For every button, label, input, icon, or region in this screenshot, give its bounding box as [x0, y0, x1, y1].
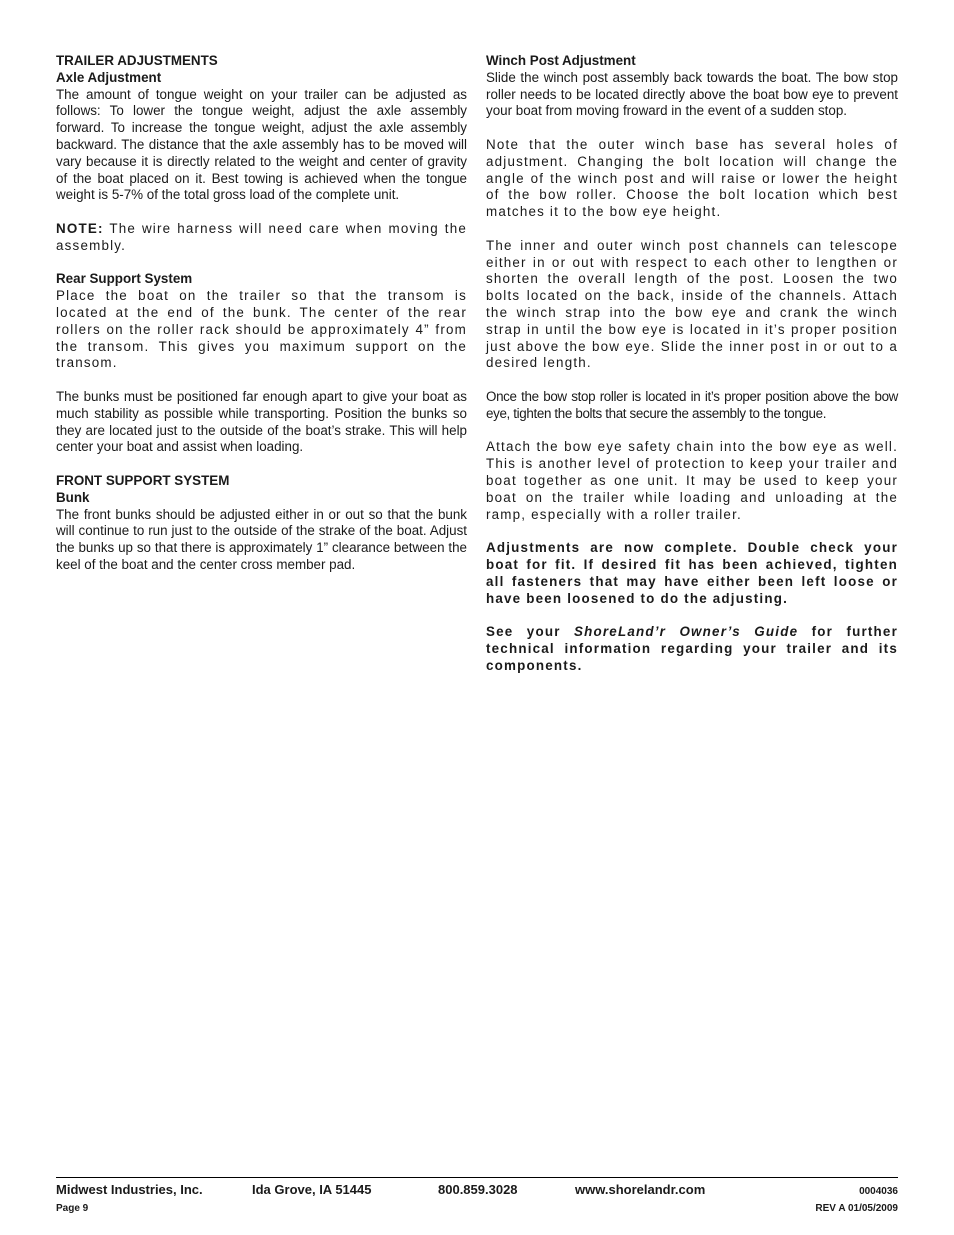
front-support-heading: FRONT SUPPORT SYSTEM [56, 472, 230, 488]
winch-post-text-4: Once the bow stop roller is located in it’s proper position above the bow eye, tighten the bolts that secure the assembly to the tongue. [486, 388, 898, 421]
footer-doc-number: 0004036 [859, 1186, 898, 1197]
see-guide-prefix: See your [486, 624, 561, 640]
bunk-subheading: Bunk [56, 489, 90, 505]
axle-adjustment-text: The amount of tongue weight on your trailer can be adjusted as follows: To lower the tongue weight, adjust the axle assembly forward. To increase the tongue weight, adjust the axle assembly backward. The distance that the axle assembly has to be moved will vary because it is directly related to the weight and center of gravity of the boat placed on it. Best towing is achieved when the tongue weight is 5-7% of the total gross load of the complete unit. [56, 86, 467, 203]
left-column [56, 53, 467, 574]
footer-company: Midwest Industries, Inc. [56, 1182, 203, 1197]
winch-post-heading: Winch Post Adjustment [486, 53, 636, 68]
footer-revision: REV A 01/05/2009 [815, 1203, 898, 1214]
winch-post-text-2: Note that the outer winch base has several holes of adjustment. Changing the bolt location will change the angle of the winch post and will raise or lower the height of the bow roller. Choose the bolt location which best matches it to the bow eye height. [486, 136, 898, 220]
right-column [486, 53, 898, 674]
see-guide-suffix: for further technical information regarding your trailer and its components. [486, 624, 898, 673]
axle-adjustment-heading: Axle Adjustment [56, 69, 162, 85]
bunk-position-text: The bunks must be positioned far enough apart to give your boat as much stability as possible while transporting. Position the bunks so they are located just to the outside of the boat’s strake. This will help center your boat and assist when loading. [56, 388, 467, 455]
winch-post-text-5: Attach the bow eye safety chain into the bow eye as well. This is another level of protection to keep your trailer and boat together as one unit. It may be used to keep your boat on the trailer while loading and unloading at the ramp, especially with a roller trailer. [486, 439, 898, 522]
footer-website: www.shorelandr.com [575, 1182, 706, 1197]
rear-support-text: Place the boat on the trailer so that the transom is located at the end of the bunk. The center of the rear rollers on the roller rack should be approximately 4” from the transom. This gives you maximum support on the transom. [56, 288, 467, 371]
rear-support-heading: Rear Support System [56, 271, 193, 287]
footer-phone: 800.859.3028 [438, 1182, 518, 1197]
footer-page-number: Page 9 [56, 1203, 89, 1214]
see-guide-text [486, 624, 898, 674]
footer-location: Ida Grove, IA 51445 [252, 1182, 372, 1197]
section-title: TRAILER ADJUSTMENTS [56, 53, 218, 68]
note-text: The wire harness will need care when moving the assembly. [56, 220, 467, 253]
owners-guide-title: ShoreLand’r Owner’s Guide [574, 624, 799, 640]
adjustments-complete-text: Adjustments are now complete. Double check your boat for fit. If desired fit has been achieved, tighten all fasteners that may have either been left loose or have been loosened to do the adjusting. [486, 540, 898, 606]
front-bunk-text: The front bunks should be adjusted either in or out so that the bunk will continue to run just to the outside of the strake of the boat. Adjust the bunks up so that there is approximately 1” clearance between the keel of the boat and the center cross member pad. [56, 506, 467, 572]
page-footer [56, 1177, 898, 1214]
note-paragraph [56, 221, 467, 255]
winch-post-text-3: The inner and outer winch post channels can telescope either in or out with respect to each other to lengthen or shorten the overall length of the post. Loosen the two bolts located on the back, inside of the channels. Attach the winch strap into the bow eye and crank the winch strap in until the bow eye is located in it’s proper position just above the bow eye. Slide the inner post in or out to a desired length. [486, 237, 898, 371]
winch-post-text-1: Slide the winch post assembly back towards the boat. The bow stop roller needs to be located directly above the boat bow eye to prevent your boat from moving froward in the event of a sudden stop. [486, 69, 898, 119]
note-label: NOTE: [56, 220, 104, 236]
